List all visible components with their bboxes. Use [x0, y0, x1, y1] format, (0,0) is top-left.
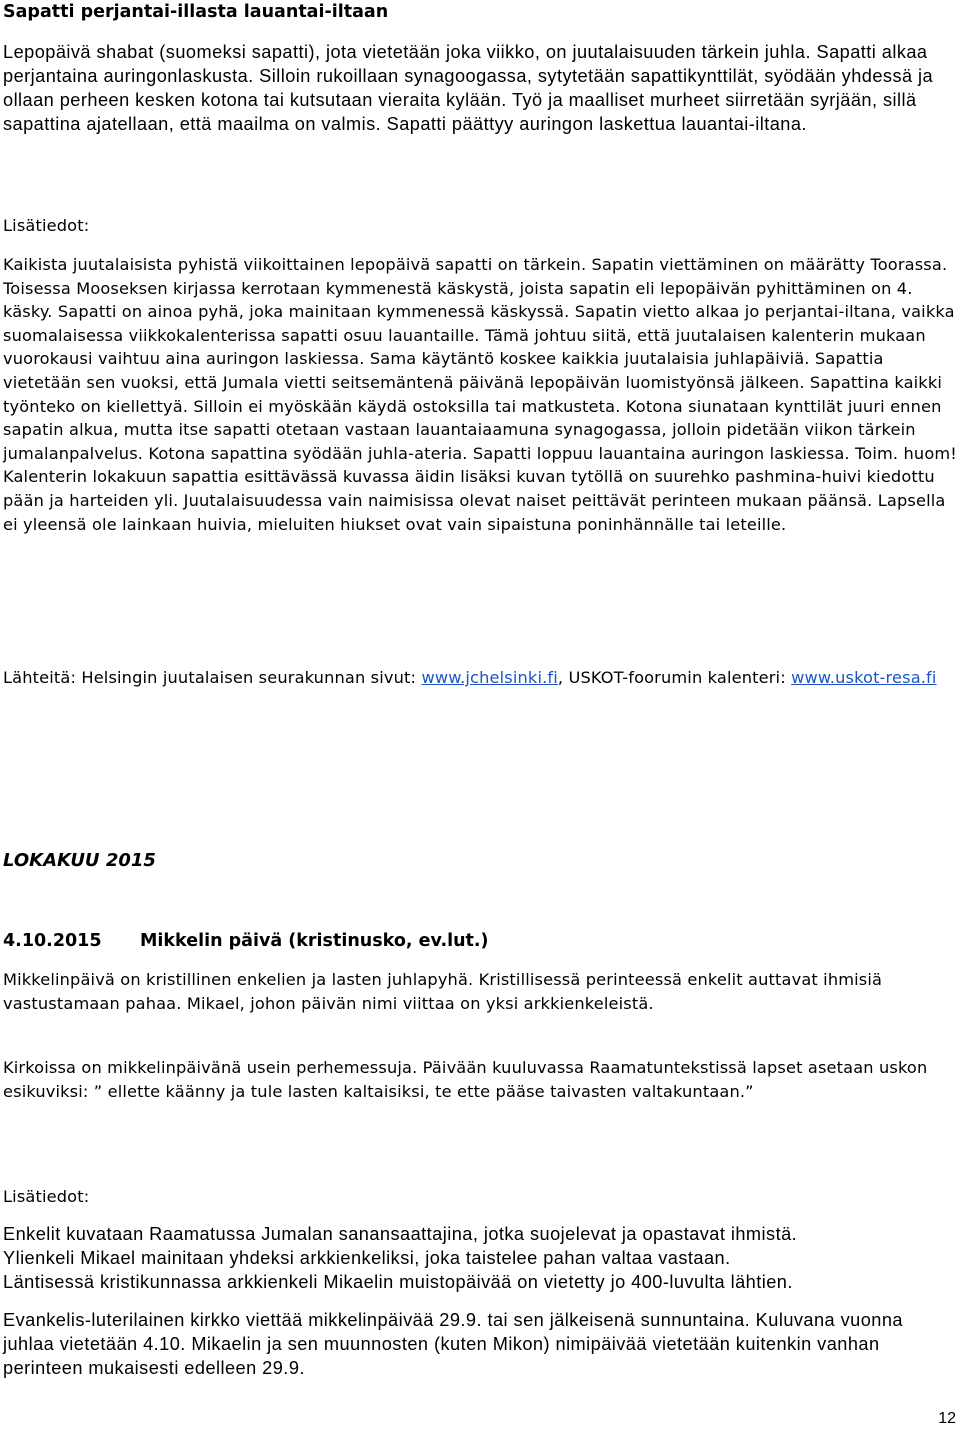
- sapatti-more-text: Kaikista juutalaisista pyhistä viikoittainen lepopäivä sapatti on tärkein. Sapatin viettäminen on määrätty Toorassa. Toisessa Mooseksen kirjassa kerrotaan kymmenestä käskystä, joista sapatin eli lepopäivän pyhittäminen on 4. käsky. Sapatti on ainoa pyhä, joka mainitaan kymmenessä käskyssä. Sapatin vietto alkaa jo perjantai-iltana, vaikka suomalaisessa viikkokalenterissa sapatti osuu lauantaille. Tämä johtuu siitä, että juutalaisen kalenterin mukaan vuorokausi vaihtuu aina auringon laskiessa. Sama käytäntö koskee kaikkia juutalaisia juhlapäiviä. Sapattia vietetään sen vuoksi, että Jumala vietti seitsemäntenä päivänä lepopäivän luomistyönsä jälkeen. Sapattina kaikki työnteko on kiellettyä. Silloin ei myöskään käydä ostoksilla tai matkusteta. Kotona siunataan kynttilät juuri ennen sapatin alkua, mutta itse sapatti otetaan vastaan lauantaiaamuna synagogassa, jolloin pidetään viikon tärkein jumalanpalvelus. Kotona sapattina syödään juhla-ateria. Sapatti loppuu lauantaina auringon laskiessa. Toim. huom! Kalenterin lokakuun sapattia esittävässä kuvassa äidin lisäksi kuvan tytöllä on suurehko pashmina-huivi kiedottu pään ja harteiden yli. Juutalaisuudessa vain naimisissa olevat naiset peittävät perinteen mukaan päänsä. Lapsella ei yleensä ole lainkaan huivia, mieluiten hiukset ovat vain sipaistuna poninhännälle tai leteille.: [3, 255, 957, 534]
- mikkeli-more-line: Ylienkeli Mikael mainitaan yhdeksi arkkienkeliksi, joka taistelee pahan valtaa vastaan.: [3, 1248, 731, 1268]
- mikkeli-date: 4.10.2015: [3, 931, 102, 951]
- sapatti-intro: Lepopäivä shabat (suomeksi sapatti), jota vietetään joka viikko, on juutalaisuuden tärkein juhla. Sapatti alkaa perjantaina auringonlaskusta. Silloin rukoillaan synagoogassa, sytytetään sapattikynttilät, syödään yhdessä ja ollaan perheen kesken kotona tai kutsutaan vieraita kylään. Työ ja maalliset murheet siirretään syrjään, sillä sapattina ajatellaan, että maailma on valmis. Sapatti päättyy auringon laskettua lauantai-iltana.: [3, 42, 934, 134]
- mikkeli-more-label: Lisätiedot:: [3, 1187, 90, 1206]
- page-number: 12: [938, 1410, 956, 1427]
- month-heading: LOKAKUU 2015: [3, 850, 156, 871]
- mikkeli-more-line: Läntisessä kristikunnassa arkkienkeli Mikaelin muistopäivää on vietetty jo 400-luvulta lähtien.: [3, 1272, 793, 1292]
- mikkeli-heading: [3, 929, 489, 953]
- sapatti-heading: Sapatti perjantai-illasta lauantai-iltaan: [3, 2, 389, 22]
- sapatti-sources: [3, 666, 958, 690]
- sources-prefix: Lähteitä: Helsingin juutalaisen seurakunnan sivut:: [3, 668, 422, 687]
- uskot-resa-link[interactable]: www.uskot-resa.fi: [791, 668, 937, 687]
- sources-middle: , USKOT-foorumin kalenteri:: [557, 668, 792, 687]
- mikkeli-paragraph-2: Kirkoissa on mikkelinpäivänä usein perhemessuja. Päivään kuuluvassa Raamatuntekstissä lapset asetaan uskon esikuviksi: ” ellette käänny ja tule lasten kaltaisiksi, te ette pääse taivasten valtakuntaan.”: [3, 1058, 928, 1101]
- jchelsinki-link[interactable]: www.jchelsinki.fi: [421, 668, 558, 687]
- sapatti-more-label: Lisätiedot:: [3, 216, 90, 235]
- mikkeli-paragraph-1: Mikkelinpäivä on kristillinen enkelien ja lasten juhlapyhä. Kristillisessä perinteessä enkelit auttavat ihmisiä vastustamaan pahaa. Mikael, johon päivän nimi viittaa on yksi arkkienkeleistä.: [3, 970, 883, 1013]
- mikkeli-title: Mikkelin päivä (kristinusko, ev.lut.): [140, 931, 489, 951]
- mikkeli-more-list: [3, 1222, 958, 1294]
- mikkeli-paragraph-3: Evankelis-luterilainen kirkko viettää mikkelinpäivää 29.9. tai sen jälkeisenä sunnuntaina. Kuluvana vuonna juhlaa vietetään 4.10. Mikaelin ja sen muunnosten (kuten Mikon) nimipäivää vietetään kuitenkin vanhan perinteen mukaisesti edelleen 29.9.: [3, 1310, 903, 1378]
- mikkeli-more-line: Enkelit kuvataan Raamatussa Jumalan sanansaattajina, jotka suojelevat ja opastavat ihmistä.: [3, 1224, 798, 1244]
